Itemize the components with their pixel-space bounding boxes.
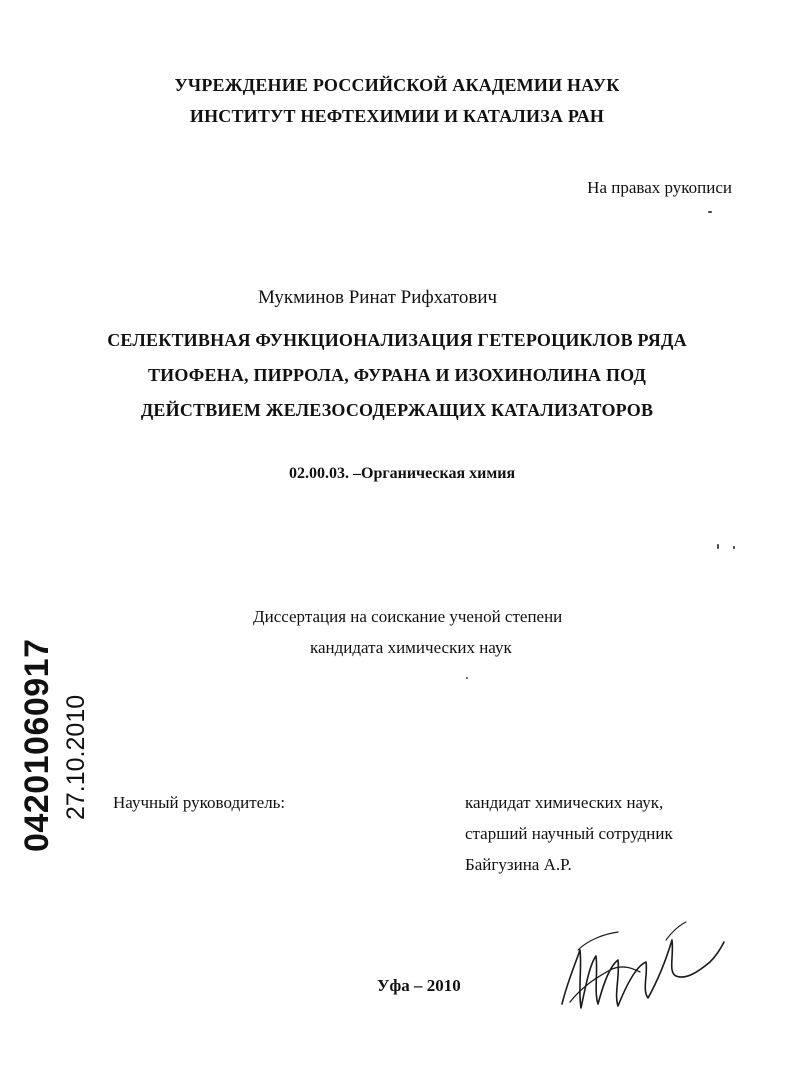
scan-speck [733,546,735,549]
title-line: ТИОФЕНА, ПИРРОЛА, ФУРАНА И ИЗОХИНОЛИНА ПОД [147,365,647,385]
title-line: ДЕЙСТВИЕМ ЖЕЛЕЗОСОДЕРЖАЩИХ КАТАЛИЗАТОРОВ [140,400,654,420]
scan-speck [717,544,719,549]
library-stamp-date: 27.10.2010 [62,694,90,820]
library-stamp-number: 04201060917 [18,638,56,852]
manuscript-rights-note: На правах рукописи [587,178,732,197]
supervisor-label: Научный руководитель: [113,793,286,812]
supervisor-degree: кандидат химических наук, [465,793,664,812]
institution-line-1: УЧРЕЖДЕНИЕ РОССИЙСКОЙ АКАДЕМИИ НАУК [174,75,620,95]
supervisor-position: старший научный сотрудник [465,824,673,843]
dissertation-title [0,323,794,428]
degree-line-1: Диссертация на соискание ученой степени [253,607,563,626]
specialty-code: 02.00.03. –Органическая химия [289,465,516,482]
author-name: Мукминов Ринат Рифхатович [258,287,498,308]
scan-speck [708,211,712,213]
signature [548,910,728,1020]
degree-line-2: кандидата химических наук [310,638,512,657]
city-year: Уфа – 2010 [377,976,461,995]
institution-line-2: ИНСТИТУТ НЕФТЕХИМИИ И КАТАЛИЗА РАН [189,106,605,126]
title-line: СЕЛЕКТИВНАЯ ФУНКЦИОНАЛИЗАЦИЯ ГЕТЕРОЦИКЛОВ РЯДА [107,330,687,350]
supervisor-name: Байгузина А.Р. [465,855,572,874]
scan-speck [466,677,468,679]
